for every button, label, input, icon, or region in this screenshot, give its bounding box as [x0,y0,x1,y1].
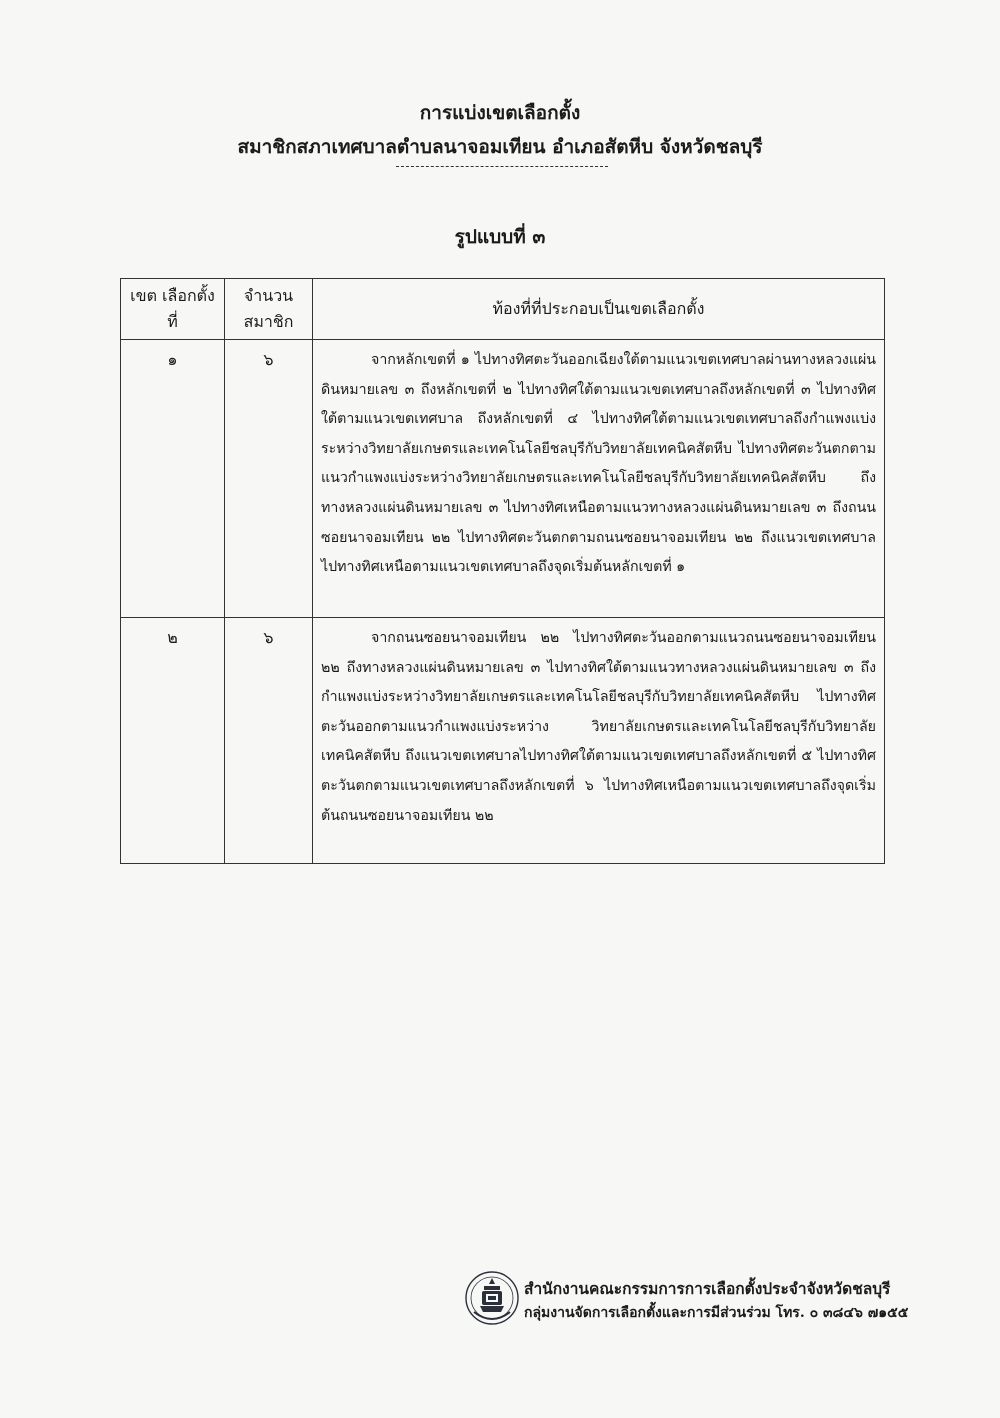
table-row [121,618,885,864]
member-count: ๖ [225,618,313,864]
ect-seal-icon [464,1268,520,1328]
district-table [120,278,885,864]
header-area: ท้องที่ที่ประกอบเป็นเขตเลือกตั้ง [313,279,885,340]
page-subtitle: สมาชิกสภาเทศบาลตำบลนาจอมเทียน อำเภอสัตหีบ จังหวัดชลบุรี [237,136,763,158]
form-label: รูปแบบที่ ๓ [454,226,546,248]
district-number: ๑ [121,340,225,618]
area-description: จากหลักเขตที่ ๑ ไปทางทิศตะวันออกเฉียงใต้ตามแนวเขตเทศบาลผ่านทางหลวงแผ่นดินหมายเลข ๓ ถึงหลักเขตที่ ๒ ไปทางทิศใต้ตามแนวเขตเทศบาลถึงหลักเขตที่ ๓ ไปทางทิศใต้ตามแนวเขตเทศบาล ถึงหลักเขตที่ ๔ ไปทางทิศใต้ตามแนวเขตเทศบาลถึงกำแพงแบ่งระหว่างวิทยาลัยเกษตรและเทคโนโลยีชลบุรีกับวิทยาลัยเทคนิคสัตหีบ ไปทางทิศตะวันตกตามแนวกำแพงแบ่งระหว่างวิทยาลัยเกษตรและเทคโนโลยีชลบุรีกับวิทยาลัยเทคนิคสัตหีบ ถึงทางหลวงแผ่นดินหมายเลข ๓ ไปทางทิศเหนือตามแนวทางหลวงแผ่นดินหมายเลข ๓ ถึงถนนซอยนาจอมเทียน ๒๒ ไปทางทิศตะวันตกตามถนนซอยนาจอมเทียน ๒๒ ถึงแนวเขตเทศบาลไปทางทิศเหนือตามแนวเขตเทศบาลถึงจุดเริ่มต้นหลักเขตที่ ๑ [313,340,885,618]
footer-contact: กลุ่มงานจัดการเลือกตั้งและการมีส่วนร่วม โทร. ๐ ๓๘๔๖ ๗๑๕๕ [524,1305,909,1321]
table-header-row [121,279,885,340]
table-row [121,340,885,618]
footer [462,1268,909,1338]
member-count: ๖ [225,340,313,618]
header-members: จำนวน สมาชิก [225,279,313,340]
footer-office: สำนักงานคณะกรรมการการเลือกตั้งประจำจังหวัดชลบุรี [524,1279,891,1298]
page-title: การแบ่งเขตเลือกตั้ง [419,102,581,124]
header-district: เขต เลือกตั้งที่ [121,279,225,340]
area-description: จากถนนซอยนาจอมเทียน ๒๒ ไปทางทิศตะวันออกตามแนวถนนซอยนาจอมเทียน ๒๒ ถึงทางหลวงแผ่นดินหมายเลข ๓ ไปทางทิศใต้ตามแนวทางหลวงแผ่นดินหมายเลข ๓ ถึงกำแพงแบ่งระหว่างวิทยาลัยเกษตรและเทคโนโลยีชลบุรีกับวิทยาลัยเทคนิคสัตหีบ ไปทางทิศตะวันออกตามแนวกำแพงแบ่งระหว่าง วิทยาลัยเกษตรและเทคโนโลยีชลบุรีกับวิทยาลัยเทคนิคสัตหีบ ถึงแนวเขตเทศบาลไปทางทิศใต้ตามแนวเขตเทศบาลถึงหลักเขตที่ ๕ ไปทางทิศตะวันตกตามแนวเขตเทศบาลถึงหลักเขตที่ ๖ ไปทางทิศเหนือตามแนวเขตเทศบาลถึงจุดเริ่มต้นถนนซอยนาจอมเทียน ๒๒ [313,618,885,864]
district-number: ๒ [121,618,225,864]
title-divider [396,166,608,167]
